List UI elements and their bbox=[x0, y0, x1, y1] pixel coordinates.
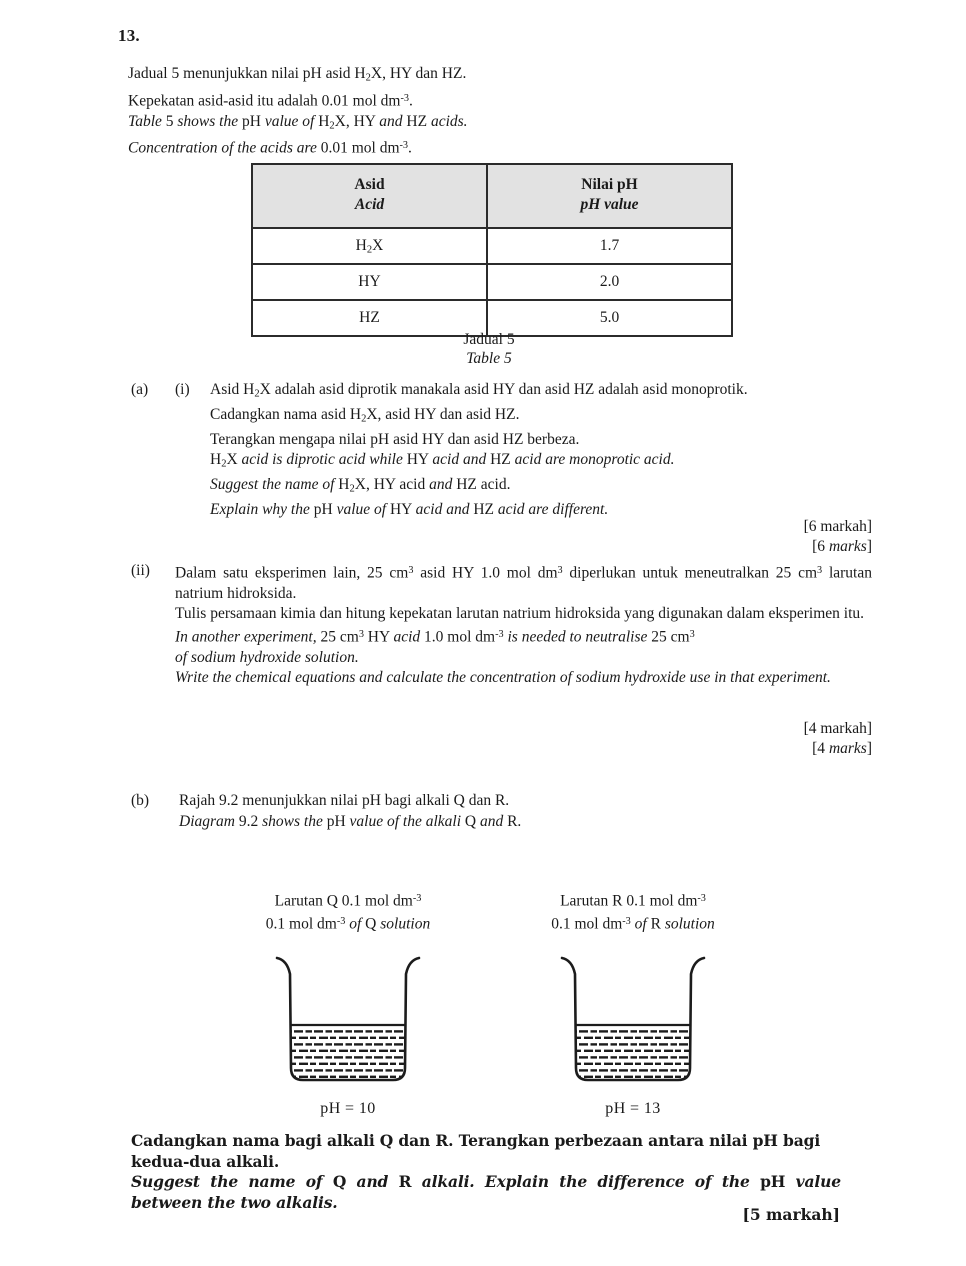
column-header-ph bbox=[487, 164, 732, 228]
part-a-ii-roman: (ii) bbox=[131, 562, 150, 579]
beaker-r-ph-caption: pH = 13 bbox=[605, 1100, 661, 1117]
marks-a-ii bbox=[572, 719, 872, 759]
marks-a-i-ms: [6 markah] bbox=[803, 518, 872, 535]
a-i-ms-line-2: Cadangkan nama asid $H_2X$, asid HY dan asid HZ. bbox=[210, 405, 520, 425]
marks-a-i-en: [6 marks] bbox=[812, 538, 872, 555]
a-ii-ms-line-2: Tulis persamaan kimia dan hitung kepekatan larutan natrium hidroksida yang digunakan dalam eksperimen itu. bbox=[175, 605, 865, 623]
part-b-closing bbox=[131, 1131, 841, 1213]
stem-line-2: Kepekatan asid-asid itu adalah 0.01 mol $dm^{-3}$. bbox=[128, 92, 413, 110]
ph-table bbox=[251, 163, 733, 337]
stem-line-3: Table 5 shows the pH value of $H_2X$, HY and HZ acids. bbox=[128, 112, 468, 131]
a-ii-en-line-1: In another experiment, 25 $cm^3$ HY acid 1.0 mol $dm^{-3}$ is needed to neutralise 25 $cm^3$ bbox=[175, 628, 695, 646]
cell-ph: 5.0 bbox=[487, 300, 732, 336]
question-stem bbox=[128, 64, 872, 159]
beaker-icon bbox=[558, 950, 708, 1095]
beaker-q-label-en: 0.1 mol $dm^{-3}$ of Q solution bbox=[265, 915, 431, 933]
a-i-en-line-2: Suggest the name of $H_2X$, HY acid and HZ acid. bbox=[210, 475, 511, 495]
header-ph-en: pH value bbox=[580, 196, 639, 213]
part-a-i-body bbox=[210, 380, 872, 520]
b-intro-en: Diagram 9.2 shows the pH value of the alkali Q and R. bbox=[179, 812, 522, 830]
table-row bbox=[252, 264, 732, 300]
table-caption-en: Table 5 bbox=[466, 350, 512, 367]
beaker-q-label bbox=[198, 888, 498, 935]
table-row bbox=[252, 228, 732, 264]
stem-line-1: Jadual 5 menunjukkan nilai pH asid $H_2X$, HY dan HZ. bbox=[128, 65, 467, 84]
table-header-row bbox=[252, 164, 732, 228]
table-head bbox=[252, 164, 732, 228]
cell-acid: HY bbox=[252, 264, 487, 300]
part-a-label: (a) bbox=[131, 381, 149, 398]
cell-ph: 2.0 bbox=[487, 264, 732, 300]
beaker-q-ph-caption: pH = 10 bbox=[320, 1100, 376, 1117]
b-intro-ms: Rajah 9.2 menunjukkan nilai pH bagi alkali Q dan R. bbox=[179, 792, 510, 809]
cell-acid: HZ bbox=[252, 300, 487, 336]
beaker-r-figure bbox=[558, 950, 708, 1095]
beaker-q-label-ms: Larutan Q 0.1 mol $dm^{-3}$ bbox=[274, 892, 422, 910]
header-acid-en: Acid bbox=[354, 196, 385, 213]
table-caption-ms: Jadual 5 bbox=[463, 331, 515, 348]
closing-en: Suggest the name of Q and R alkali. Explain the difference of the pH value between the two alkalis. bbox=[131, 1172, 841, 1212]
a-i-ms-line-1: Asid $H_2X$ adalah asid diprotik manakala asid HY dan asid HZ adalah asid monoprotik. bbox=[210, 381, 748, 400]
a-i-ms-line-3: Terangkan mengapa nilai pH asid HY dan asid HZ berbeza. bbox=[210, 430, 580, 448]
beaker-r-label-en: 0.1 mol $dm^{-3}$ of R solution bbox=[551, 915, 715, 933]
cell-acid: $H_2X$ bbox=[252, 228, 487, 264]
a-i-en-line-1: $H_2X$ acid is diprotic acid while HY acid and HZ acid are monoprotic acid. bbox=[210, 451, 675, 470]
cell-ph: 1.7 bbox=[487, 228, 732, 264]
a-ii-en-line-2: of sodium hydroxide solution. bbox=[175, 648, 359, 666]
table-caption bbox=[251, 330, 727, 368]
beaker-q-figure bbox=[273, 950, 423, 1095]
beaker-liquid bbox=[574, 1024, 694, 1084]
beaker-r-label bbox=[483, 888, 783, 935]
stem-line-4: Concentration of the acids are 0.01 mol $dm^{-3}$. bbox=[128, 139, 412, 157]
table-body bbox=[252, 228, 732, 336]
header-ph-ms: Nilai pH bbox=[581, 176, 638, 193]
ph-table-wrapper bbox=[251, 163, 727, 337]
beaker-icon bbox=[273, 950, 423, 1095]
a-i-en-line-3: Explain why the pH value of HY acid and HZ acid are different. bbox=[210, 500, 609, 518]
question-number: 13. bbox=[118, 26, 140, 45]
marks-part-b: [5 markah] bbox=[742, 1205, 840, 1224]
closing-ms: Cadangkan nama bagi alkali Q dan R. Terangkan perbezaan antara nilai pH bagi kedua-dua alkali. bbox=[131, 1131, 821, 1171]
beaker-liquid bbox=[289, 1024, 409, 1084]
a-ii-en-line-3: Write the chemical equations and calculate the concentration of sodium hydroxide use in that experiment. bbox=[175, 669, 831, 687]
column-header-acid bbox=[252, 164, 487, 228]
marks-a-i bbox=[572, 517, 872, 557]
a-ii-ms-line-1: Dalam satu eksperimen lain, 25 $cm^3$ asid HY 1.0 mol $dm^3$ diperlukan untuk meneutralkan 25 $cm^3$ larutan natrium hidroksida. bbox=[175, 564, 872, 602]
part-b-label: (b) bbox=[131, 792, 150, 809]
part-b-body bbox=[179, 791, 872, 832]
marks-a-ii-ms: [4 markah] bbox=[803, 720, 872, 737]
marks-a-ii-en: [4 marks] bbox=[812, 740, 872, 757]
part-a-ii-body bbox=[175, 561, 872, 689]
beaker-r-label-ms: Larutan R 0.1 mol $dm^{-3}$ bbox=[560, 892, 706, 910]
part-a-i-roman: (i) bbox=[175, 381, 190, 398]
header-acid-ms: Asid bbox=[354, 176, 385, 193]
